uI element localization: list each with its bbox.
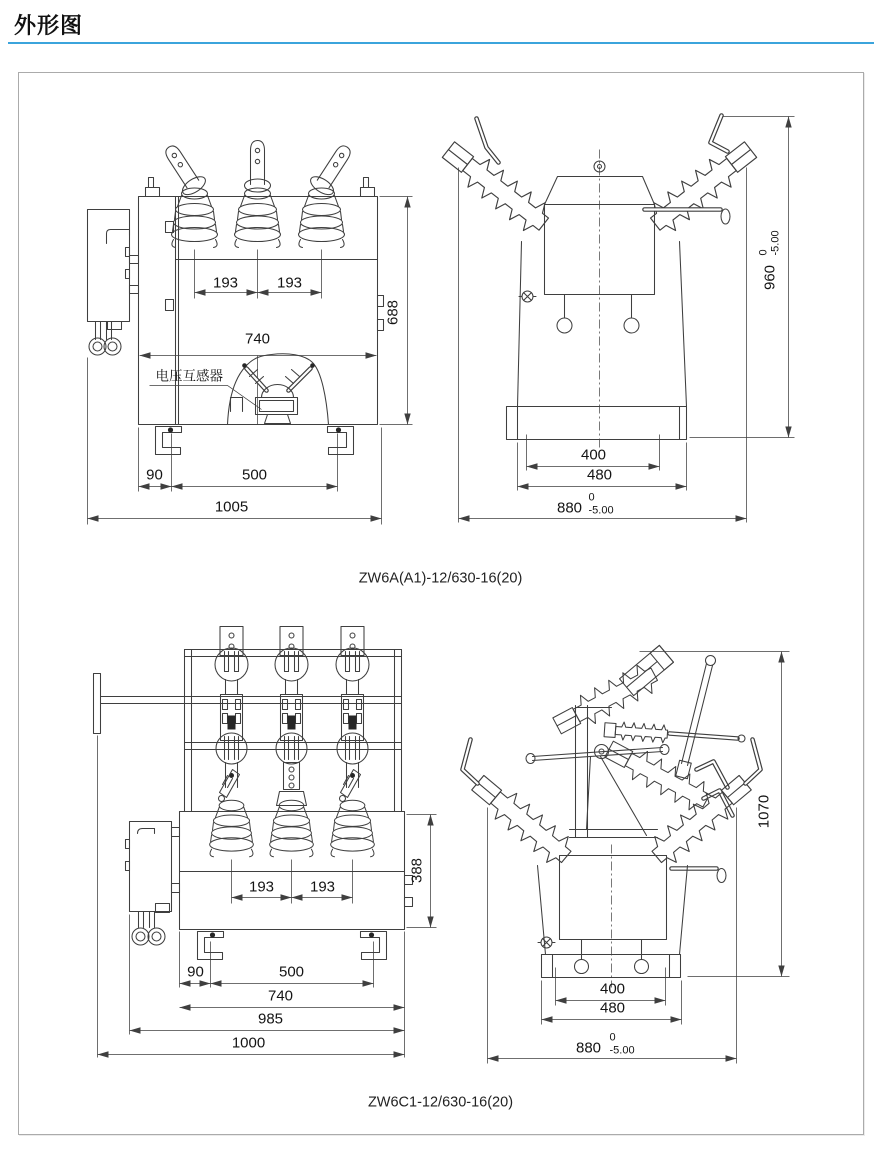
vt-leader-line bbox=[150, 386, 262, 410]
dim2-388: 388 bbox=[408, 857, 426, 884]
zw6c1-front-view bbox=[94, 627, 437, 1058]
pole-c bbox=[331, 627, 375, 857]
dim2-880-tol-upper: 0 bbox=[609, 1031, 616, 1044]
zw6c1-side-view bbox=[463, 645, 790, 1063]
dim2-500: 500 bbox=[278, 963, 305, 981]
outline-drawing-frame bbox=[18, 72, 864, 1135]
voltage-transformer bbox=[228, 354, 329, 425]
bushing-c-phase bbox=[299, 140, 359, 247]
dim2-740: 740 bbox=[267, 987, 294, 1005]
page-title: 外形图 bbox=[14, 13, 84, 38]
figure2-caption: ZW6C1-12/630-16(20) bbox=[367, 1094, 514, 1111]
dim2-90: 90 bbox=[187, 963, 204, 981]
ground-terminal-icon bbox=[519, 291, 536, 302]
dim2-880: 880 bbox=[575, 1039, 602, 1057]
bushing-b-phase bbox=[235, 141, 281, 248]
zw6a-front-view bbox=[88, 140, 413, 524]
dim-193-right: 193 bbox=[276, 274, 303, 292]
lifting-bracket-left bbox=[146, 178, 160, 197]
mounting-foot-left bbox=[156, 427, 182, 455]
dim2-1000: 1000 bbox=[231, 1034, 266, 1052]
dim2-193-left: 193 bbox=[248, 878, 275, 896]
dim2-1070: 1070 bbox=[755, 794, 773, 829]
dim-960-tol-lower: -5.00 bbox=[769, 230, 782, 256]
dim-90: 90 bbox=[146, 466, 163, 484]
ground-terminal-icon-2 bbox=[538, 937, 555, 948]
dim2-193-right: 193 bbox=[309, 878, 336, 896]
dim-880: 880 bbox=[556, 499, 583, 517]
zw6a-side-view bbox=[438, 116, 795, 523]
disconnector-assembly bbox=[526, 645, 745, 837]
dim-960: 960 bbox=[761, 264, 779, 291]
dim-960-tol-upper: 0 bbox=[757, 249, 770, 256]
dim-880-tol-upper: 0 bbox=[588, 491, 595, 504]
shaft-end-plate bbox=[94, 674, 101, 734]
pole-b bbox=[270, 627, 314, 857]
side2-bushing-left bbox=[467, 770, 577, 870]
side-bushing-left bbox=[438, 136, 555, 238]
dim2-400: 400 bbox=[599, 980, 626, 998]
outline-drawing-canvas bbox=[19, 73, 862, 1133]
lifting-bracket-right bbox=[361, 178, 375, 197]
dim-500: 500 bbox=[241, 466, 268, 484]
figure1-caption: ZW6A(A1)-12/630-16(20) bbox=[358, 570, 523, 587]
dim-1005: 1005 bbox=[214, 498, 249, 516]
title-underline bbox=[8, 42, 874, 44]
dim-880-tol-lower: -5.00 bbox=[588, 504, 614, 517]
dim-480: 480 bbox=[586, 466, 613, 484]
dim-740: 740 bbox=[244, 330, 271, 348]
dim-400: 400 bbox=[580, 446, 607, 464]
vt-label: 电压互感器 bbox=[155, 368, 223, 384]
dim-960-group bbox=[758, 230, 782, 290]
pole-a bbox=[210, 627, 254, 857]
dim-193-left: 193 bbox=[212, 274, 239, 292]
bushing-a-phase bbox=[158, 140, 218, 247]
mechanism-cabinet-2 bbox=[126, 822, 180, 946]
side2-bushing-right bbox=[646, 770, 756, 870]
dim-688: 688 bbox=[384, 299, 402, 326]
dim2-480: 480 bbox=[599, 999, 626, 1017]
mechanism-cabinet bbox=[88, 210, 174, 356]
mounting-foot-right bbox=[328, 427, 354, 455]
side-bushing-right bbox=[644, 136, 761, 238]
dim2-880-tol-lower: -5.00 bbox=[609, 1044, 635, 1057]
dim2-985: 985 bbox=[257, 1010, 284, 1028]
